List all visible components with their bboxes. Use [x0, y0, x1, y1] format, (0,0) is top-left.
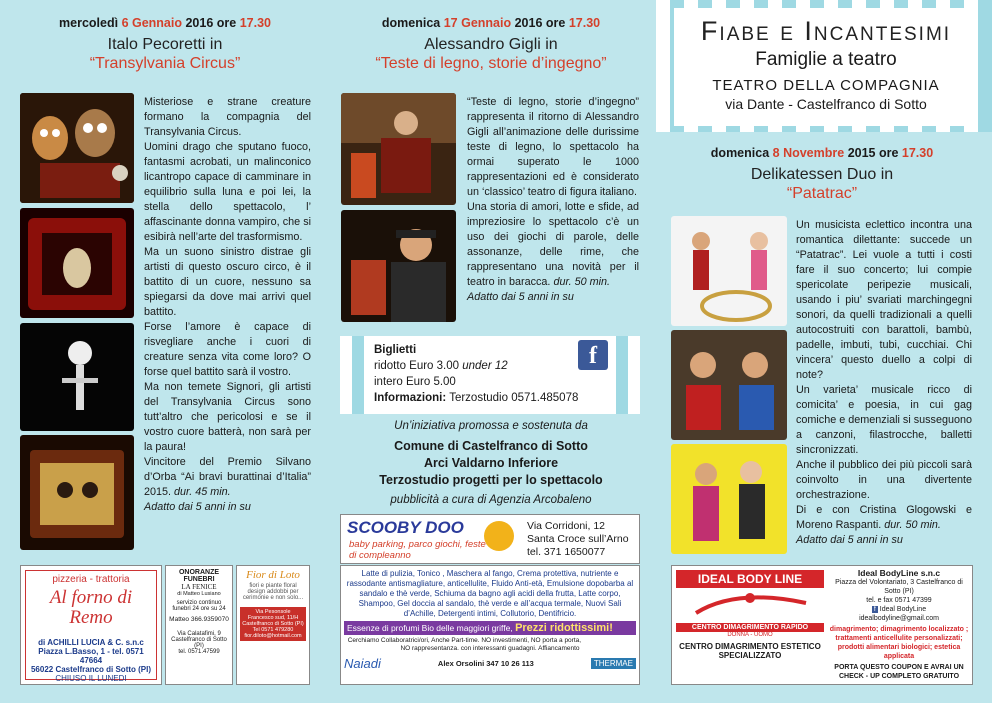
ticket-reduced: ridotto Euro 3.00 [374, 360, 460, 372]
ad-scooby-doo [340, 514, 640, 564]
funebri-owner: di Matteo Lusiano [177, 591, 221, 597]
promoter-comune: Comune di Castelfranco di Sotto [394, 439, 588, 453]
paragraph: Ma un suono sinistro distrae gli artisti di questo oscuro circo, è il battito di un cuore, nessuno sa spiegarsi da dove mai arrivi quel battito. [144, 246, 311, 318]
ad-ideal-body-line [671, 565, 973, 685]
ideal-logo-block [676, 570, 824, 660]
ad-naiadi [340, 565, 640, 685]
fiordiloto-address: Via Pesonsole Francesco sud, 11/H Castelfranco di Sotto (PI) [242, 609, 304, 627]
ideal-fb[interactable] [829, 605, 969, 614]
ideal-address: Piazza del Volontariato, 3 Castelfranco di Sotto (PI) [835, 579, 963, 595]
venue-name: TEATRO DELLA COMPAGNIA [712, 77, 940, 94]
age-note: Adatto dai 5 anni in su [467, 291, 574, 303]
subtitle: Famiglie a teatro [755, 49, 897, 70]
photo-skeleton-puppet [20, 323, 134, 431]
event-time: 17.30 [568, 16, 601, 30]
age-note: Adatto dai 5 anni in su [796, 534, 903, 546]
paragraph: Forse l’amore è capace di risvegliare anche i cuori di creature senza vita come loro? O forse quel battito sarà il vostro. [144, 321, 311, 378]
ideal-company: Ideal BodyLine s.n.c [857, 568, 941, 578]
photo-puppeteer-man [341, 210, 456, 322]
funebri-title: ONORANZE FUNEBRI [178, 569, 220, 583]
ideal-brand: IDEAL BODY LINE [676, 570, 824, 588]
naiadi-thermae: THERMAE [591, 658, 636, 669]
photo-duo-instruments [671, 216, 787, 326]
promoters-intro: Un’iniziativa promossa e sostenuta da [394, 420, 588, 432]
paragraph: Un varieta’ musicale ricco di comicita’ e poesia, in cui gag comiche e demenziali si susseguono a canzoni, filastrocche, balletti sincronizzati. [796, 384, 972, 456]
info-contact: Terzostudio 0571.485078 [449, 392, 579, 404]
event-day: domenica [381, 16, 441, 30]
funebri-name: LA FENICE [181, 583, 217, 591]
event-time: 17.30 [239, 16, 271, 30]
event-year: 2015 ore [847, 146, 899, 160]
ideal-fb-label: Ideal BodyLine [879, 606, 927, 613]
fiordiloto-tel: Tel 0571 479280 [252, 627, 294, 633]
funebri-contact: Matteo 366.9359070 [169, 616, 229, 623]
description-patatrac [796, 218, 972, 548]
fiordiloto-contacts [240, 607, 306, 641]
naiadi-made: Made in Italy [584, 634, 633, 644]
duration: dur. 50 min. [884, 519, 941, 531]
paragraph: Misteriose e strane creature formano la compagnia del Transylvania Circus. [144, 96, 311, 138]
venue-address: via Dante - Castelfranco di Sotto [725, 96, 927, 112]
event-date: 8 Novembre [772, 146, 845, 160]
tickets-title: Biglietti [374, 344, 417, 356]
performer-name: Italo Pecoretti in [107, 36, 223, 53]
paragraph: Ma non temete Signori, gli artisti del Transylvania Circus sono tutt’altro che pericolosi e se il vostro cuore batterà, non sarà per la paura! [144, 381, 311, 453]
event-year: 2016 ore [514, 16, 566, 30]
ticket-reduced-note: under 12 [462, 360, 508, 372]
ideal-info-block [829, 569, 969, 681]
duo-yellow-image [671, 444, 787, 554]
paragraph: Di e con Cristina Glogowski e Moreno Raspanti. [796, 504, 972, 531]
naiadi-jobs: Cerchiamo Collaboratrici/ori, Anche Part-time. NO investimenti, NO porta a porta, NO rappresentanza. con interessanti guadagni. Affiancamento [347, 637, 582, 652]
naiadi-products: Latte di pulizia, Tonico , Maschera al fango, Crema protettiva, nutriente e rassodante antismagliature, anticellulite, Fluido Anti-età, Emulsione dopobarba al sandalo e thè verde, Schiuma da bagno agli acidi della frutta, Latte corpo, Shampoo, Gel doccia al sandalo, thè verde e all’acqua termale, Nuovi Sali d’Achille, Detergenti intimi, Collutorio, Dentifricio. [346, 569, 634, 618]
show-title: “Transylvania Circus” [89, 55, 241, 72]
photo-duo-accordion [671, 330, 787, 440]
performer-name: Delikatessen Duo in [750, 166, 894, 183]
duration: dur. 45 min. [174, 486, 231, 498]
photo-puppeteer-booth [341, 93, 456, 205]
ideal-services: dimagrimento; dimagrimento localizzato ; trattamenti anticellulite personalizzati; prodotti alimentari biologici; estetica applicata [829, 626, 969, 660]
facebook-icon: f [873, 606, 876, 613]
event-day: domenica [710, 146, 770, 160]
naiadi-banner-text: Essenze di profumi Bio delle maggiori griffe, [347, 623, 513, 633]
pizzeria-type: pizzeria - trattoria [52, 574, 130, 585]
theatre-stage-image [20, 208, 134, 318]
paragraph: Una storia di amori, lotte e sfide, ad impreziosire lo spettacolo c’è un uso dei giochi di parole, delle assonanze, delle rime, che rappresentano una novità per il teatro in baracca. [467, 201, 639, 288]
puppet-show-image [20, 435, 134, 550]
duo-instruments-image [671, 216, 787, 326]
scooby-name: SCOOBY DOO [347, 518, 464, 537]
naiadi-prices: Prezzi ridottissimi! [515, 622, 613, 634]
naiadi-brand: Naiadi [344, 656, 381, 671]
funebri-address: Via Calatafimi, 9 Castelfranco di Sotto (PI) [171, 631, 227, 649]
fiordiloto-email: fior.diloto@hotmail.com [244, 633, 302, 639]
tickets-box [340, 336, 640, 414]
scooby-desc: baby parking, parco giochi, feste di compleanno [349, 539, 486, 561]
promoter-terzostudio: Terzostudio progetti per lo spettacolo [379, 473, 603, 487]
show-title: “Patatrac” [786, 185, 858, 202]
age-note: Adatto dai 5 anni in su [144, 501, 251, 513]
title-banner-inner [674, 8, 978, 126]
puppeteer-booth-image [341, 93, 456, 205]
scooby-tel: tel. 371 1650077 [527, 546, 606, 558]
scooby-dog-icon [484, 521, 514, 551]
scooby-city: Santa Croce sull’Arno [527, 533, 629, 545]
title-banner [656, 0, 992, 132]
paragraph: Anche il pubblico dei più piccoli sarà coinvolto in una divertente orchestrazione. [796, 459, 972, 501]
ideal-tag: CENTRO DIMAGRIMENTO RAPIDO [676, 623, 824, 632]
photo-puppet-show [20, 435, 134, 550]
performer-name: Alessandro Gigli in [424, 36, 558, 53]
pizzeria-owner: di ACHILLI LUCIA & C. s.n.c [38, 638, 144, 647]
event-time: 17.30 [901, 146, 934, 160]
ad-fiordiloto [236, 565, 310, 685]
naiadi-banner [344, 621, 636, 644]
naiadi-footer [344, 656, 636, 671]
info-label: Informazioni: [374, 392, 447, 404]
photo-duo-yellow [671, 444, 787, 554]
funebri-tel: tel. 0571.47599 [178, 649, 220, 655]
duration: dur. 50 min. [553, 276, 611, 288]
ideal-figure-icon [676, 588, 824, 618]
ideal-subtag: DONNA - UOMO [727, 632, 773, 638]
paragraph: “Teste di legno, storie d’ingegno” rappresenta il ritorno di Alessandro Gigli all’animazione delle durissime teste di legno, lo spettacolo ha ormai superato le 1000 rappresentazioni ed è considerato un ‘classico’ teatro di figura italiano. [467, 96, 639, 198]
ad-funebri [165, 565, 233, 685]
publicity-credit: pubblicità a cura di Agenzia Arcobaleno [390, 494, 592, 506]
scooby-contacts [527, 520, 629, 559]
skeleton-puppet-image [20, 323, 134, 431]
facebook-icon[interactable]: f [578, 340, 608, 370]
paragraph: Uomini drago che sputano fuoco, fantasmi acrobati, un malinconico licantropo capace di camminare in equilibrio sulla luna e poi lei, la stella dello spettacolo, l’ affascinante donna vampiro, che si esibirà nell’arte del trasformismo. [144, 141, 311, 243]
scooby-address: Via Corridoni, 12 [527, 520, 606, 532]
puppet-masks-image [20, 93, 134, 203]
photo-red-theatre [20, 208, 134, 318]
ideal-center: CENTRO DIMAGRIMENTO ESTETICO SPECIALIZZATO [679, 642, 821, 660]
promoters [330, 420, 652, 506]
funebri-service: servizio continuo funebri 24 ore su 24 [172, 600, 226, 612]
pizzeria-address: Piazza L.Basso, 1 - tel. 0571 47664 [38, 647, 144, 665]
duo-accordion-image [671, 330, 787, 440]
pizzeria-closed: CHIUSO IL LUNEDI [55, 674, 127, 683]
paragraph: Vincitore del Premio Silvano d’Orba “Ai bravi burattinai d’Italia” 2015. [144, 456, 311, 498]
event-year: 2016 ore [185, 16, 237, 30]
event-date-2 [330, 16, 652, 30]
promoter-arci: Arci Valdarno Inferiore [423, 456, 559, 470]
tickets-inner [366, 336, 614, 414]
event-date-1 [0, 16, 330, 30]
ad-pizzeria [20, 565, 162, 685]
main-title: Fiabe e Incantesimi [700, 16, 952, 46]
photo-puppets-masks [20, 93, 134, 203]
description-transylvania [144, 95, 311, 515]
pizzeria-city: 56022 Castelfranco di Sotto (PI) [30, 665, 152, 674]
description-teste-di-legno [467, 95, 639, 305]
event-date: 6 Gennaio [121, 16, 182, 30]
ideal-email[interactable]: idealbodyline@gmail.com [859, 615, 939, 622]
event-day: mercoledì [59, 16, 119, 30]
naiadi-contact: Alex Orsolini 347 10 26 113 [437, 659, 534, 668]
paragraph: Un musicista eclettico incontra una romantica dilettante: succede un “Patatrac”. Lei vuole a tutti i costi fare il suo concerto; lui compie spericolate peripezie musicali, usando i piu’ svariati marchingegni sonori, da quelli tradizionali a quelli autocostruiti con barattoli, bambù, padelle, imbuti, tubi, cucchiai. Chi vincera’ questo duello a colpi di note? [796, 219, 972, 381]
ideal-coupon: PORTA QUESTO COUPON E AVRAI UN CHECK - UP COMPLETO GRATUITO [834, 664, 964, 680]
event-date-3 [652, 146, 992, 160]
fiordiloto-name: Fior di Loto [246, 569, 300, 581]
ticket-full: intero Euro 5.00 [374, 376, 456, 388]
puppeteer-man-image [341, 210, 456, 322]
ideal-tel: tel. e fax 0571 47399 [866, 597, 932, 604]
event-date: 17 Gennaio [443, 16, 512, 30]
show-title: “Teste di legno, storie d’ingegno” [375, 55, 607, 72]
fiordiloto-desc: fiori e piante floral design addobbi per cerimonie e non solo... [242, 583, 304, 601]
pizzeria-name: Al forno di Remo [49, 587, 133, 628]
